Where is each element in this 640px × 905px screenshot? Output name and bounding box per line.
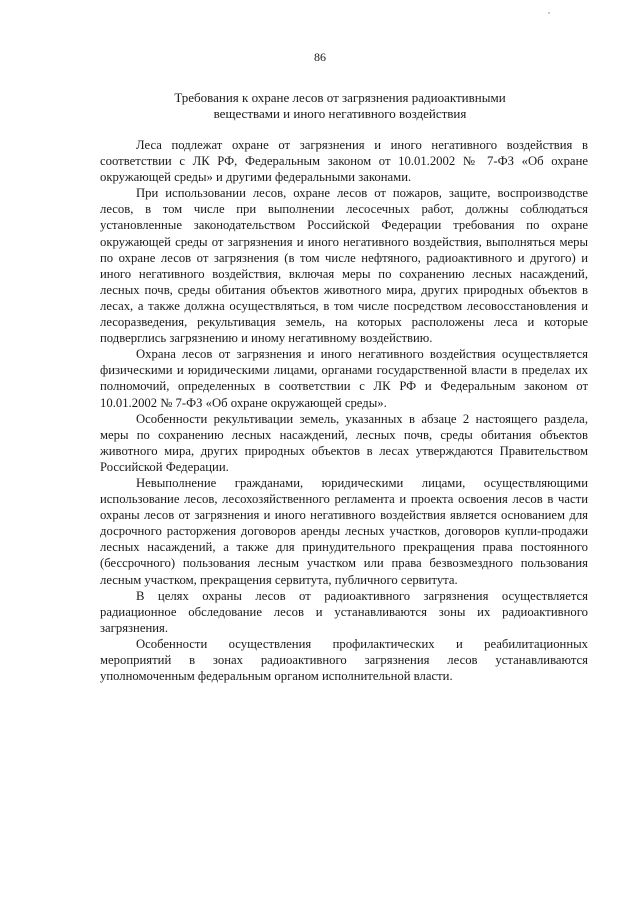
page-number: 86: [314, 50, 326, 64]
section-title-line-2: веществами и иного негативного воздействия: [213, 106, 467, 121]
section-title: [90, 90, 590, 122]
section-title-line-1: Требования к охране лесов от загрязнения радиоактивными: [174, 90, 506, 105]
paragraph-7: Особенности осуществления профилактических и реабилитационных мероприятий в зонах радиоактивного загрязнения лесов устанавливаются уполномоченным федеральным органом исполнительной власти.: [100, 636, 588, 684]
paragraph-6: В целях охраны лесов от радиоактивного загрязнения осуществляется радиационное обследование лесов и устанавливаются зоны их радиоактивного загрязнения.: [100, 588, 588, 635]
body-text: [100, 137, 588, 684]
scan-speck: [548, 12, 550, 14]
paragraph-4: Особенности рекультивации земель, указанных в абзаце 2 настоящего раздела, меры по сохранению лесных насаждений, лесных почв, среды обитания объектов животного мира, других природных объектов в лесах утверждаются Правительством Российской Федерации.: [100, 411, 588, 474]
paragraph-2: При использовании лесов, охране лесов от пожаров, защите, воспроизводстве лесов, в том числе при выполнении лесосечных работ, должны соблюдаться установленные законодательством Российской Федерации требования по охране окружающей среды от загрязнения и иного негативного воздействия, выполняться меры по охране лесов от загрязнения (в том числе нефтяного, радиоактивного и другого) и иного негативного воздействия, включая меры по сохранению лесных насаждений, лесных почв, среды обитания объектов животного мира, других природных объектов в лесах, а также должна осуществляться, в том числе посредством лесовосстановления и лесоразведения, рекультивация земель, на которых расположены леса и которые подверглись загрязнению и иному негативному воздействию.: [100, 186, 588, 346]
paragraph-5: Невыполнение гражданами, юридическими лицами, осуществляющими использование лесов, лесохозяйственного регламента и проекта освоения лесов в части охраны лесов от загрязнения и иного негативного воздействия является основанием для досрочного расторжения договоров аренды лесных участков, договоров купли-продажи лесных насаждений, а также для принудительного прекращения права постоянного (бессрочного) пользования лесным участком или права безвозмездного пользования лесным участком, прекращения сервитута, публичного сервитута.: [100, 475, 588, 587]
paragraph-1: Леса подлежат охране от загрязнения и иного негативного воздействия в соответствии с ЛК РФ, Федеральным законом от 10.01.2002 № 7-ФЗ «Об охране окружающей среды» и другими федеральными законами.: [100, 138, 588, 185]
paragraph-3: Охрана лесов от загрязнения и иного негативного воздействия осуществляется физическими и юридическими лицами, органами государственной власти в пределах их полномочий, определенных в соответствии с ЛК РФ и Федеральным законом от 10.01.2002 № 7-ФЗ «Об охране окружающей среды».: [100, 347, 588, 410]
